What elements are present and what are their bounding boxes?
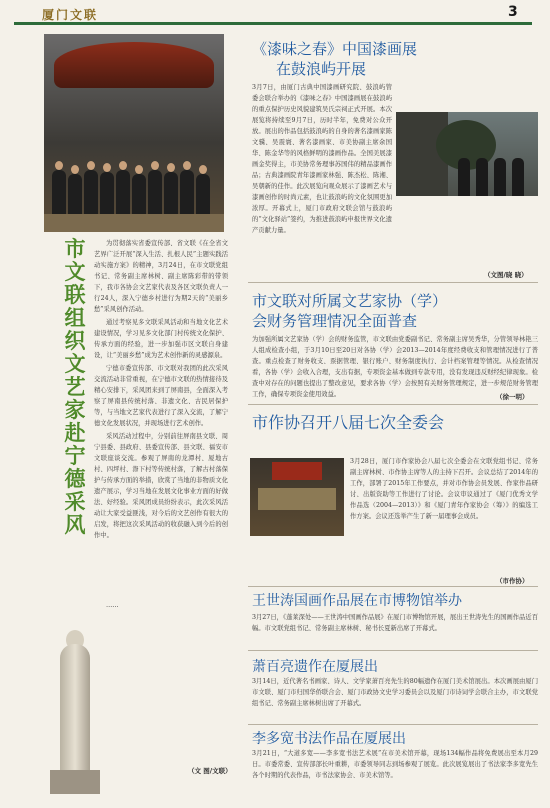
article4-title: 王世涛国画作品展在市博物馆举办 xyxy=(252,593,462,609)
article4-body: 3月27日，《蓬莱深处——王世涛中国画作品展》在厦门市博物馆开展，展出王世涛先生的国画作品近百幅。市文联党组书记、常务副主席林树、秘书长夏新出席了开幕式。 xyxy=(252,614,538,632)
person-figure xyxy=(116,170,130,214)
article3-body: 3月28日，厦门市作家协会八届七次全委会在文联党组书记、常务副主席林树、市作协主席等人的主持下召开。会议总结了2014年的工作，部署了2015年工作要点，并对市作协会员发展、作家作品研讨、出版资助等工作进行了讨论。会议审议通过了《厦门优秀文学作品选（2004—2013）》和《厦门青年作家协会（筹）》的编选工作方案。会议还选举产生了新一届理事会成员。 xyxy=(350,458,538,520)
person-figure xyxy=(164,172,178,214)
meeting-photo xyxy=(250,458,344,536)
person-figure xyxy=(180,170,194,214)
people-group xyxy=(50,144,218,214)
temple-roof xyxy=(54,42,214,88)
divider xyxy=(248,650,538,651)
statue-image xyxy=(44,630,104,800)
person-figure xyxy=(494,158,506,196)
left-paragraph: 采风活动过程中，分别前往屏南县文联、周宁县委、县政府、县委宣传部、县文联、福安市文联座谈交流。参观了屏南的龙潭村、厦地古村、四坪村、漈下村等传统村落，了解古村落保护与传承方面的举措，欣赏了当地的非物质文化遗产展示，学习当地在发展文化事业方面的好做法、好经验。采风团成员纷纷表示，此次采风活动让大家受益匪浅，对今后的文艺创作有很大的启发，将把这次采风活动的收获融入到今后的创作中。 xyxy=(94,433,228,539)
article1-source: （文图/晓 晓） xyxy=(484,271,528,279)
person-figure xyxy=(512,158,524,196)
person-figure xyxy=(84,170,98,214)
group-photo xyxy=(44,34,224,232)
person-figure xyxy=(148,170,162,214)
article5-title: 萧百亮遗作在厦展出 xyxy=(252,659,378,675)
photo-ground xyxy=(44,214,224,232)
article1-body: 3月7日，由厦门古典中国漆画研究院、鼓浪屿管委会联合举办的《漆味之春》中国漆画展在鼓浪屿的重点保护历史风貌建筑吴氏宗祠正式开展。本次展览将持续至9月7日，历时半年，免费对公众开放。展出的作品包括鼓浪屿的自身的著名漆画家陈文骥、吴震寰、著名漆画家、市美协副主席余国华、陈金华等的风格鲜明的漆画作品。全国美展漆画金奖得主，市美协常务理事苏国伟的精品漆画作品；古典漆画院青年漆画家林强、陈杰松、陈湘、吴朝新的佳作。此次展览向观众展示了漆画艺术与漆画创作的时尚元素，也让鼓浪屿的文化氛围更加浓厚。开幕式上，厦门市政府文联会馆与鼓浪屿的“文化驿站”签约，为推进鼓浪屿申报世界文化遗产贡献力量。 xyxy=(252,84,392,234)
statue-base xyxy=(50,770,100,794)
left-paragraph: 为贯彻落实省委宣传部、省文联《在全省文艺界广泛开展“深入生活、扎根人民”主题实践活动实施方案》的精神，3月24日，在市文联党组书记、常务副主席林树、副主席陈彩带的带领下，我市各协会文艺家代表及各区文联负责人一行24人，深入宁德乡村进行为期2天的“美丽乡愁”采风创作活动。 xyxy=(94,240,228,313)
article2-body: 为加强所属文艺家协（学）会的财务监管，市文联由党委副书记、常务副主席吴秀华，分管领导林艳三人组成检查小组，于3月10日至20日对各协（学）会2013—2014年度经费收支和管理情况进行了普查。重点检查了财务收支、票据管理、银行账户、财务制度执行、会计档案管理等情况。从检查情况看，各协（学）会收入合理，支出有据，专项资金基本做到专款专用，没有发现违反财经纪律现象。检查中对存在的问题也提出了整改意见，要求各协（学）会按照有关财务管理规定，进一步规范财务管理工作，确保专项资金使用效益。 xyxy=(252,336,538,398)
article6-body: 3月21日，“大道多宽——李多宽书法艺术展”在市美术馆开幕，现场134幅作品将免费展出至本月29日。市委常委、宣传部部长叶重耕，市委领导同志到场参观了展览。此次展览展出了书法家李多宽先生各个时期的代表作品，市书法家协会、市美术馆等。 xyxy=(252,750,538,779)
statue-body xyxy=(60,644,90,774)
vertical-headline: 市文联组织文艺家赴宁德采风 xyxy=(64,237,86,537)
left-source: （文 图/文联） xyxy=(188,767,232,775)
article6-title: 李多宽书法作品在厦展出 xyxy=(252,731,406,747)
person-figure xyxy=(100,172,114,214)
page-number: 3 xyxy=(508,4,518,20)
person-figure xyxy=(52,170,66,214)
person-figure xyxy=(458,158,470,196)
article2-title-line1: 市文联对所属文艺家协（学） xyxy=(252,292,448,310)
article3-source: （市作协） xyxy=(496,577,529,585)
article1-title-line2: 在鼓浪屿开展 xyxy=(276,60,367,78)
article2-title-line2: 会财务管理情况全面普查 xyxy=(252,312,418,330)
meeting-table xyxy=(258,488,336,510)
left-paragraph: …… xyxy=(106,602,119,609)
article5-body: 3月14日，近代著名书画家、诗人、文学家萧百亮先生的80幅遗作在厦门美术馆展出。本次画展由厦门市文联、厦门市归国华侨联合会、厦门市政协文史学习委员会以及厦门市诗词学会联合主办，市文联党组书记、常务副主席林树出席了开幕式。 xyxy=(252,678,538,707)
article1-title-line1: 《漆味之春》中国漆画展 xyxy=(252,40,418,58)
left-paragraph: 通过考察见多文联采风活动和当地文化艺术建设情况，学习见多文化部门村传统文化保护、传承方面的经验，进一步加强市区文联自身建设，让“美丽乡愁”成为艺术创作新的灵感源泉。 xyxy=(94,319,228,359)
article3-title: 市作协召开八届七次全委会 xyxy=(252,413,445,432)
divider xyxy=(248,586,538,587)
person-figure xyxy=(68,174,82,214)
masthead-title: 厦门文联 xyxy=(42,8,99,22)
art-exhibition-photo xyxy=(396,112,538,196)
left-article-body-cont xyxy=(94,600,228,750)
left-article-body xyxy=(94,238,228,600)
person-figure xyxy=(196,174,210,214)
person-figure xyxy=(132,174,146,214)
divider xyxy=(248,404,538,405)
article2-source: （徐一明） xyxy=(496,393,529,401)
person-figure xyxy=(476,158,488,196)
meeting-banner xyxy=(272,462,322,480)
article1-body-cont xyxy=(252,198,538,264)
left-paragraph: 宁德市委宣传部、市文联对我团的此次采风交流活动非常重视，在宁德市文联的热情接待及精心安排下，采风团来到了屏南县，全面深入考察了屏南县传统村落、非遗文化、古民居保护等，与当地文艺家代表进行了深入交流，了解宁德文化发展状况，并现场进行艺术创作。 xyxy=(94,365,228,427)
divider xyxy=(248,282,538,283)
divider xyxy=(248,724,538,725)
